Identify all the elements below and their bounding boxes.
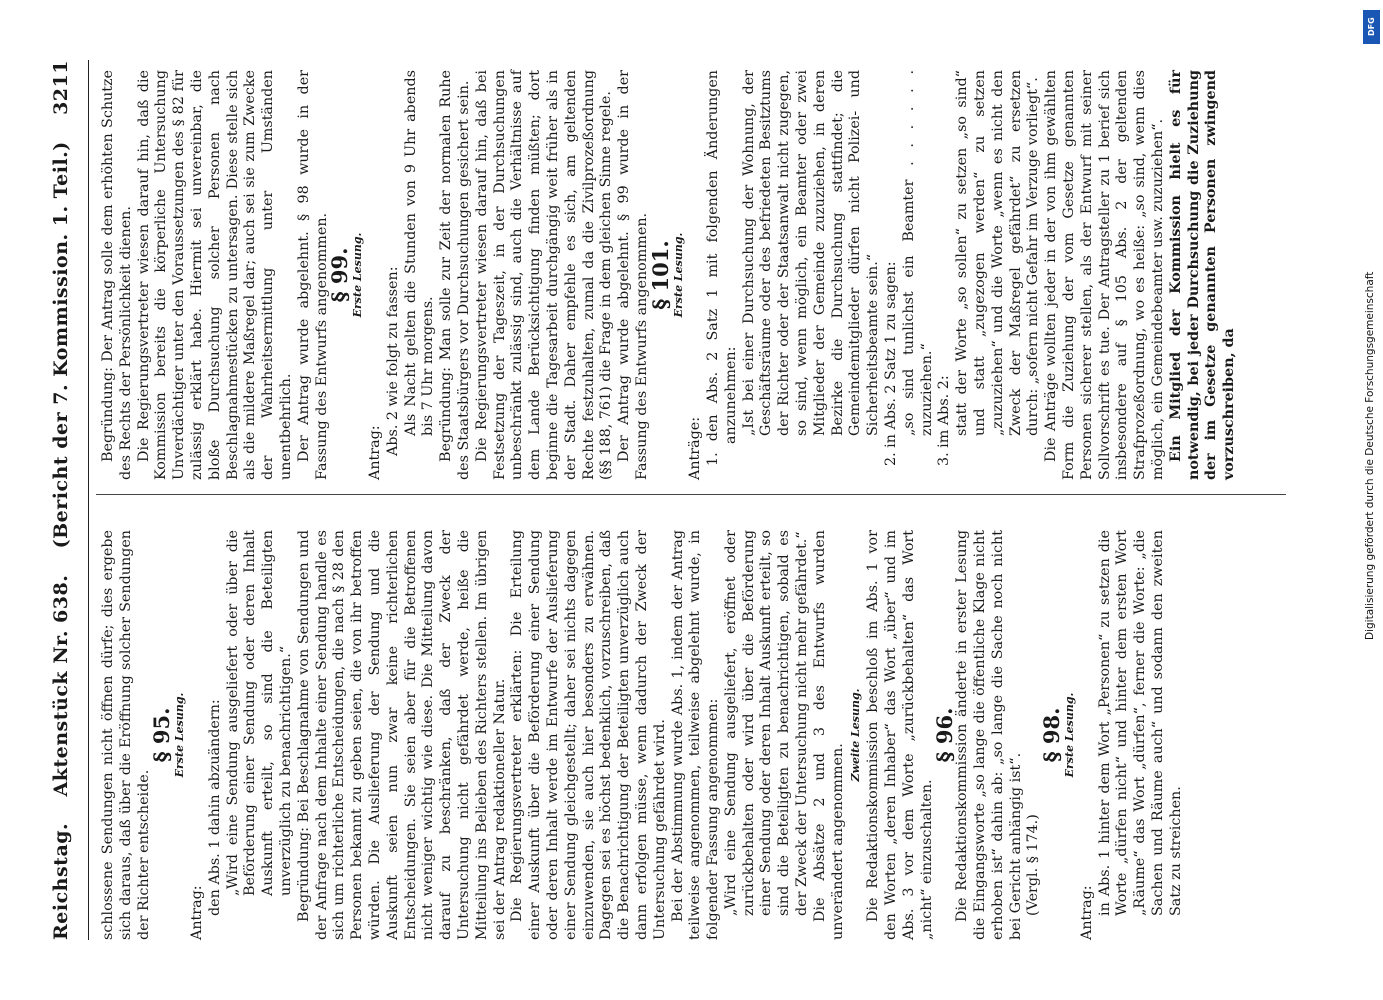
reading-label: Erste Lesung. bbox=[351, 232, 365, 318]
reading-label: Erste Lesung. bbox=[1063, 692, 1077, 778]
reading-label: Zweite Lesung. bbox=[849, 688, 863, 782]
paragraph: (Vergl. § 174.) bbox=[1025, 814, 1042, 916]
page-header bbox=[50, 60, 92, 940]
header-left: Reichstag. bbox=[50, 822, 72, 940]
paragraph: Die Anträge wollten jeder in der von ihm gewählten Form die Zuziehung der vom Gesetze genannten Personen sicherer stellen, als der Entwurf mit seiner Sollvorschrift es tue. Der Antragsteller zu 1 berief sich insbesondere auf § 105 Abs. 2 der geltenden Strafprozeßordnung, wo es heiße: „so sind, wenn dies möglich, ein Gemeindebeamter usw. zuzuziehen“. bbox=[1043, 70, 1167, 480]
paragraph: Die Regierungsvertreter wiesen darauf hin, daß die Kommission bereits die körperliche Untersuchung Unverdächtiger unter den Voraussetzungen des § 82 für zulässig erklärt habe. Hiermit sei unvereinbar, die bloße Durchsuchung solcher Personen nach Beschlagnahmestücken zu untersagen. Diese stelle sich als die mildere Maßregel dar; auch sei sie zum Zwecke der Wahrheitsermittlung unter Umständen unentbehrlich. bbox=[135, 70, 294, 480]
motion-label: Antrag: bbox=[366, 425, 383, 480]
section-heading: § 101. bbox=[647, 240, 673, 310]
paragraph: Die Regierungsvertreter erklärten: Die Erteilung einer Auskunft über die Beförderung einer Sendung oder deren Inhalt werde im Entwurfe der Auslieferung einer Sendung gleichgestellt; daher sei nichts dagegen einzuwenden, sie auch hier besonders zu erwähnen. Dagegen sei es höchst bedenklich, vorzuschreiben, daß die Benachrichtigung der Beteiligten unverzüglich auch dann erfolgen müsse, wenn dadurch der Zweck der Untersuchung gefährdet wird. bbox=[509, 530, 668, 940]
paragraph: 3. im Abs. 2: bbox=[936, 375, 953, 466]
paragraph: 1. den Abs. 2 Satz 1 mit folgenden Änderungen anzunehmen: bbox=[705, 70, 739, 466]
section-heading: § 96. bbox=[932, 707, 958, 763]
page-number: 3211 bbox=[50, 60, 72, 115]
paragraph: Der Antrag wurde abgelehnt. § 98 wurde in der Fassung des Entwurfs angenommen. bbox=[295, 70, 330, 480]
paragraph: Die Regierungsvertreter wiesen darauf hin, daß bei Festsetzung der Tageszeit, in der Durchsuchungen unbeschränkt zulässig sind, auch die Verhältnisse auf dem Lande Berücksichtigung finden müßten; dort beginne die Tagesarbeit durchgängig weit früher als in der Stadt. Daher empfehle es sich, am geltenden Rechte festzuhalten, zumal da die Zivilprozeßordnung (§§ 188, 761) die Frage in dem gleichen Sinne regele. bbox=[473, 70, 615, 480]
paragraph: den Abs. 1 dahin abzuändern: bbox=[206, 699, 223, 916]
right-column bbox=[100, 70, 1239, 480]
column-divider bbox=[96, 494, 1286, 495]
paragraph: Als Nacht gelten die Stunden von 9 Uhr abends bis 7 Uhr morgens. bbox=[402, 70, 437, 436]
section-heading: § 98. bbox=[1039, 707, 1065, 763]
reading-label: Erste Lesung. bbox=[671, 232, 685, 318]
section-heading: § 99. bbox=[327, 247, 353, 303]
paragraph: Begründung: Bei Beschlagnahme von Sendungen und der Anfrage nach dem Inhalte einer Sendung handle es sich um richterliche Entscheidungen, die nach § 28 den Personen bekannt zu geben seien, die von ihr betroffen würden. Die Auslieferung der Sendung und die Auskunft seien nun zwar keine richterlichen Entscheidungen. Sie seien aber für die Betroffenen nicht weniger wichtig wie diese. Die Mitteilung davon darauf zu beschränken, daß der Zweck der Untersuchung nicht gefährdet werde, heiße die Mitteilung ins Belieben des Richters stellen. Im übrigen sei der Antrag redaktioneller Natur. bbox=[295, 530, 508, 940]
dfg-credit-text: Digitalisierung gefördert durch die Deutsche Forschungsgemeinschaft bbox=[1364, 271, 1376, 640]
paragraph: „Wird eine Sendung ausgeliefert, eröffnet oder zurückbehalten oder wird über die Beförderung einer Sendung oder deren Inhalt Auskunft erteilt, so sind die Beteiligten zu benachrichtigen, sobald es der Zweck der Untersuchung nicht mehr gefährdet.“ bbox=[722, 530, 811, 916]
header-document-number: Aktenstück Nr. 638. bbox=[50, 574, 72, 797]
paragraph: Der Antrag wurde abgelehnt. § 99 wurde in der Fassung des Entwurfs angenommen. bbox=[616, 70, 650, 480]
paragraph: Ein Mitglied der Kommission hielt es für notwendig, bei jeder Durchsuchung die Zuziehung der im Gesetze genannten Personen zwingend vorzuschreiben, da bbox=[1167, 70, 1238, 480]
paragraph: „so sind tunlichst ein Beamter . . . . . . zuzuziehen.“ bbox=[900, 70, 935, 436]
section-heading: § 95. bbox=[149, 707, 175, 763]
paragraph: Die Redaktionskommission änderte in erster Lesung die Eingangsworte „so lange die öffentliche Klage nicht erhoben ist“ dahin ab: „so lange die Sache noch nicht bei Gericht anhängig ist“. bbox=[954, 530, 1024, 940]
paragraph: Begründung: Man solle zur Zeit der normalen Ruhe des Staatsbürgers vor Durchsuchungen gesichert sein. bbox=[438, 70, 472, 480]
header-rule bbox=[88, 60, 89, 940]
paragraph: in Abs. 1 hinter dem Wort „Personen“ zu setzen die Worte „dürfen nicht“ und hinter dem ersten Wort „Räume“ das Wort „dürfen“, ferner die Worte: „die Sachen und Räume auch“ und sodann den zweiten Satz zu streichen. bbox=[1096, 530, 1184, 916]
dfg-logo: DFG bbox=[1363, 10, 1380, 44]
motion-label: Anträge: bbox=[687, 416, 704, 480]
paragraph: Abs. 2 wie folgt zu fassen: bbox=[384, 266, 401, 456]
motion-label: Antrag: bbox=[1078, 885, 1095, 940]
paragraph: Die Redaktionskommission beschloß im Abs. 1 vor den Worten „deren Inhaber“ das Wort „über“ und im Abs. 3 vor dem Worte „zurückbehalten“ das Wort „nicht“ einzuschalten. bbox=[865, 530, 935, 940]
header-title: (Bericht der 7. Kommission. 1. Teil.) bbox=[50, 141, 72, 549]
paragraph: 2. in Abs. 2 Satz 1 zu sagen: bbox=[883, 261, 900, 466]
paragraph: „Wird eine Sendung ausgeliefert oder über die Beförderung einer Sendung oder deren Inhalt Auskunft erteilt, so sind die Beteiligten unverzüglich zu benachrichtigen.“ bbox=[224, 530, 294, 896]
paragraph: Bei der Abstimmung wurde Abs. 1, indem der Antrag teilweise angenommen, teilweise abgelehnt wurde, in folgender Fassung angenommen: bbox=[669, 530, 722, 940]
paragraph: schlossene Sendungen nicht öffnen dürfe; dies ergebe sich daraus, daß über die Eröffnung solcher Sendungen der Richter entscheide. bbox=[100, 530, 152, 940]
motion-label: Antrag: bbox=[188, 885, 205, 940]
left-column bbox=[100, 530, 1186, 940]
paragraph: „Ist bei einer Durchsuchung der Wohnung, der Geschäftsräume oder des befriedeten Besitztums der Richter oder der Staatsanwalt nicht zugegen, so sind, wenn möglich, ein Beamter oder zwei Mitglieder der Gemeinde zuzuziehen, in deren Bezirke die Durchsuchung stattfindet; die Gemeindemitglieder dürfen nicht Polizei- und Sicherheitsbeamte sein.“ bbox=[740, 70, 882, 436]
paragraph: statt der Worte „so sollen“ zu setzen „so sind“ und statt „zugezogen werden“ zu setzen „zuzuziehen“ und die Worte „wenn es nicht den Zweck der Maßregel gefährdet“ zu ersetzen durch: „sofern nicht Gefahr im Verzuge vorliegt“. bbox=[954, 70, 1042, 436]
reading-label: Erste Lesung. bbox=[173, 692, 187, 778]
paragraph: Die Absätze 2 und 3 des Entwurfs wurden unverändert angenommen. bbox=[811, 530, 846, 940]
paragraph: Begründung: Der Antrag solle dem erhöhten Schutze des Rechts der Persönlichkeit dienen. bbox=[100, 70, 134, 480]
dfg-watermark bbox=[1361, 6, 1383, 996]
